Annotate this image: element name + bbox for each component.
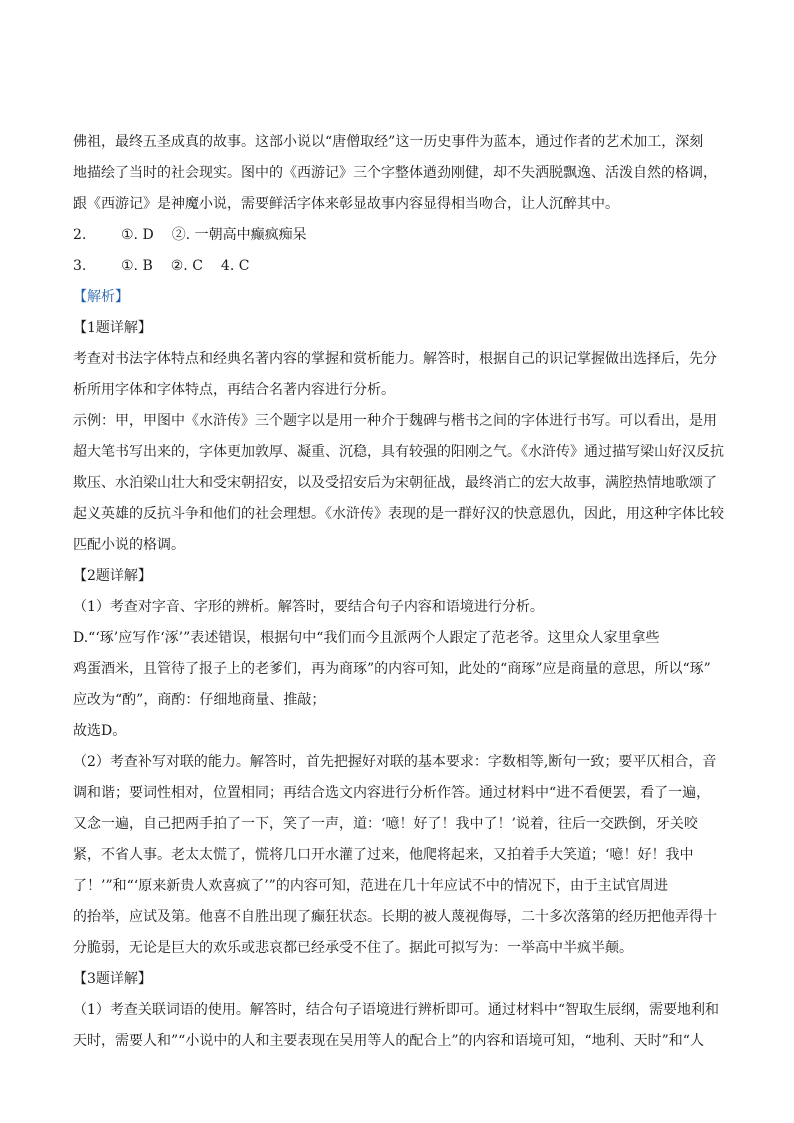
text-line: 匹配小说的格调。: [73, 537, 185, 553]
text-line: 佛祖，最终五圣成真的故事。这部小说以“唐僧取经”这一历史事件为蓝本，通过作者的艺术加工，深刻: [73, 134, 704, 150]
text-line: 天时，需要人和”“小说中的人和主要表现在吴用等人的配合上”的内容和语境可知，“地利、天时”和“人: [73, 1033, 704, 1049]
text-line: 考查对书法字体特点和经典名著内容的掌握和赏析能力。解答时，根据自己的识记掌握做出选择后，先分: [73, 351, 717, 367]
section-3: [73, 964, 725, 1057]
text-line: 起义英雄的反抗斗争和他们的社会理想。《水浒传》表现的是一群好汉的快意恩仇，因此，用这种字体比较: [73, 506, 724, 522]
text-line: D.“‘琢’应写作‘涿’”表述错误，根据句中“我们而今且派两个人跟定了范老爷。这里众人家里拿些: [73, 630, 660, 646]
text-line: 应改为“酌”，商酌：仔细地商量、推敲；: [73, 692, 326, 708]
answer-part: ①. B: [121, 258, 153, 274]
text-line: 析所用字体和字体特点，再结合名著内容进行分析。: [73, 382, 395, 398]
text-line: 超大笔书写出来的，字体更加敦厚、凝重、沉稳，具有较强的阳刚之气。《水浒传》通过描写梁山好汉反抗: [73, 444, 724, 460]
text-line: 了！’”和“‘原来新贵人欢喜疯了’”的内容可知，范进在几十年应试不中的情况下，由于主试官周进: [73, 878, 668, 894]
section-title: 【1题详解】: [73, 320, 152, 336]
text-line: （1）考查对字音、字形的辨析。解答时，要结合句子内容和语境进行分析。: [73, 599, 544, 615]
answer-number: 2.: [73, 227, 87, 243]
analysis-label: 【解析】: [73, 289, 129, 305]
text-line: 紧，不省人事。老太太慌了，慌将几口开水灌了过来，他爬将起来，又拍着手大笑道；‘噫！好！我中: [73, 847, 694, 863]
text-line: 故选D。: [73, 723, 127, 739]
answer-part: 4. C: [220, 258, 250, 274]
text-line: 地描绘了当时的社会现实。图中的《西游记》三个字整体遒劲刚健，却不失洒脱飘逸、活泼自然的格调，: [73, 165, 717, 181]
text-line: 鸡蛋酒米，且管待了报子上的老爹们，再为商琢”的内容可知，此处的“商琢”应是商量的意思，所以“琢”: [73, 661, 711, 677]
text-line: （1）考查关联词语的使用。解答时，结合句子语境进行辨析即可。通过材料中“智取生辰纲，需要地利和: [73, 1002, 720, 1018]
section-title: 【3题详解】: [73, 971, 152, 987]
text-line: 欺压、水泊梁山壮大和受宋朝招安，以及受招安后为宋朝征战，最终消亡的宏大故事，满腔热情地歌颂了: [73, 475, 717, 491]
text-line: （2）考查补写对联的能力。解答时，首先把握好对联的基本要求：字数相等,断句一致；要平仄相合，音: [73, 754, 717, 770]
answer-row-3: [73, 251, 725, 282]
text-line: 调和谐；要词性相对，位置相同；再结合选文内容进行分析作答。通过材料中“进不看便罢，看了一遍，: [73, 785, 711, 801]
text-line: 的抬举，应试及第。他喜不自胜出现了癫狂状态。长期的被人蔑视侮辱，二十多次落第的经历把他弄得十: [73, 909, 717, 925]
section-2: [73, 561, 725, 964]
text-line: 又念一遍，自己把两手拍了一下，笑了一声，道：‘噫！好了！我中了！’说着，往后一交跌倒，牙关咬: [73, 816, 698, 832]
answer-number: 3.: [73, 258, 87, 274]
text-line: 示例：甲，甲图中《水浒传》三个题字以是用一种介于魏碑与楷书之间的字体进行书写。可以看出，是用: [73, 413, 717, 429]
answer-part: ②. C: [170, 258, 203, 274]
answer-row-2: [73, 220, 725, 251]
answer-part: ①. D: [121, 227, 154, 243]
text-line: 分脆弱，无论是巨大的欢乐或悲哀都已经承受不住了。据此可拟写为：一举高中半疯半颠。: [73, 940, 633, 956]
text-line: 跟《西游记》是神魔小说，需要鲜活字体来彰显故事内容显得相当吻合，让人沉醉其中。: [73, 196, 619, 212]
intro-paragraph: [73, 127, 725, 220]
document-body: [73, 127, 725, 1057]
section-1: [73, 313, 725, 561]
answer-part: ②. 一朝高中癫疯痴呆: [171, 227, 307, 243]
section-title: 【2题详解】: [73, 568, 152, 584]
